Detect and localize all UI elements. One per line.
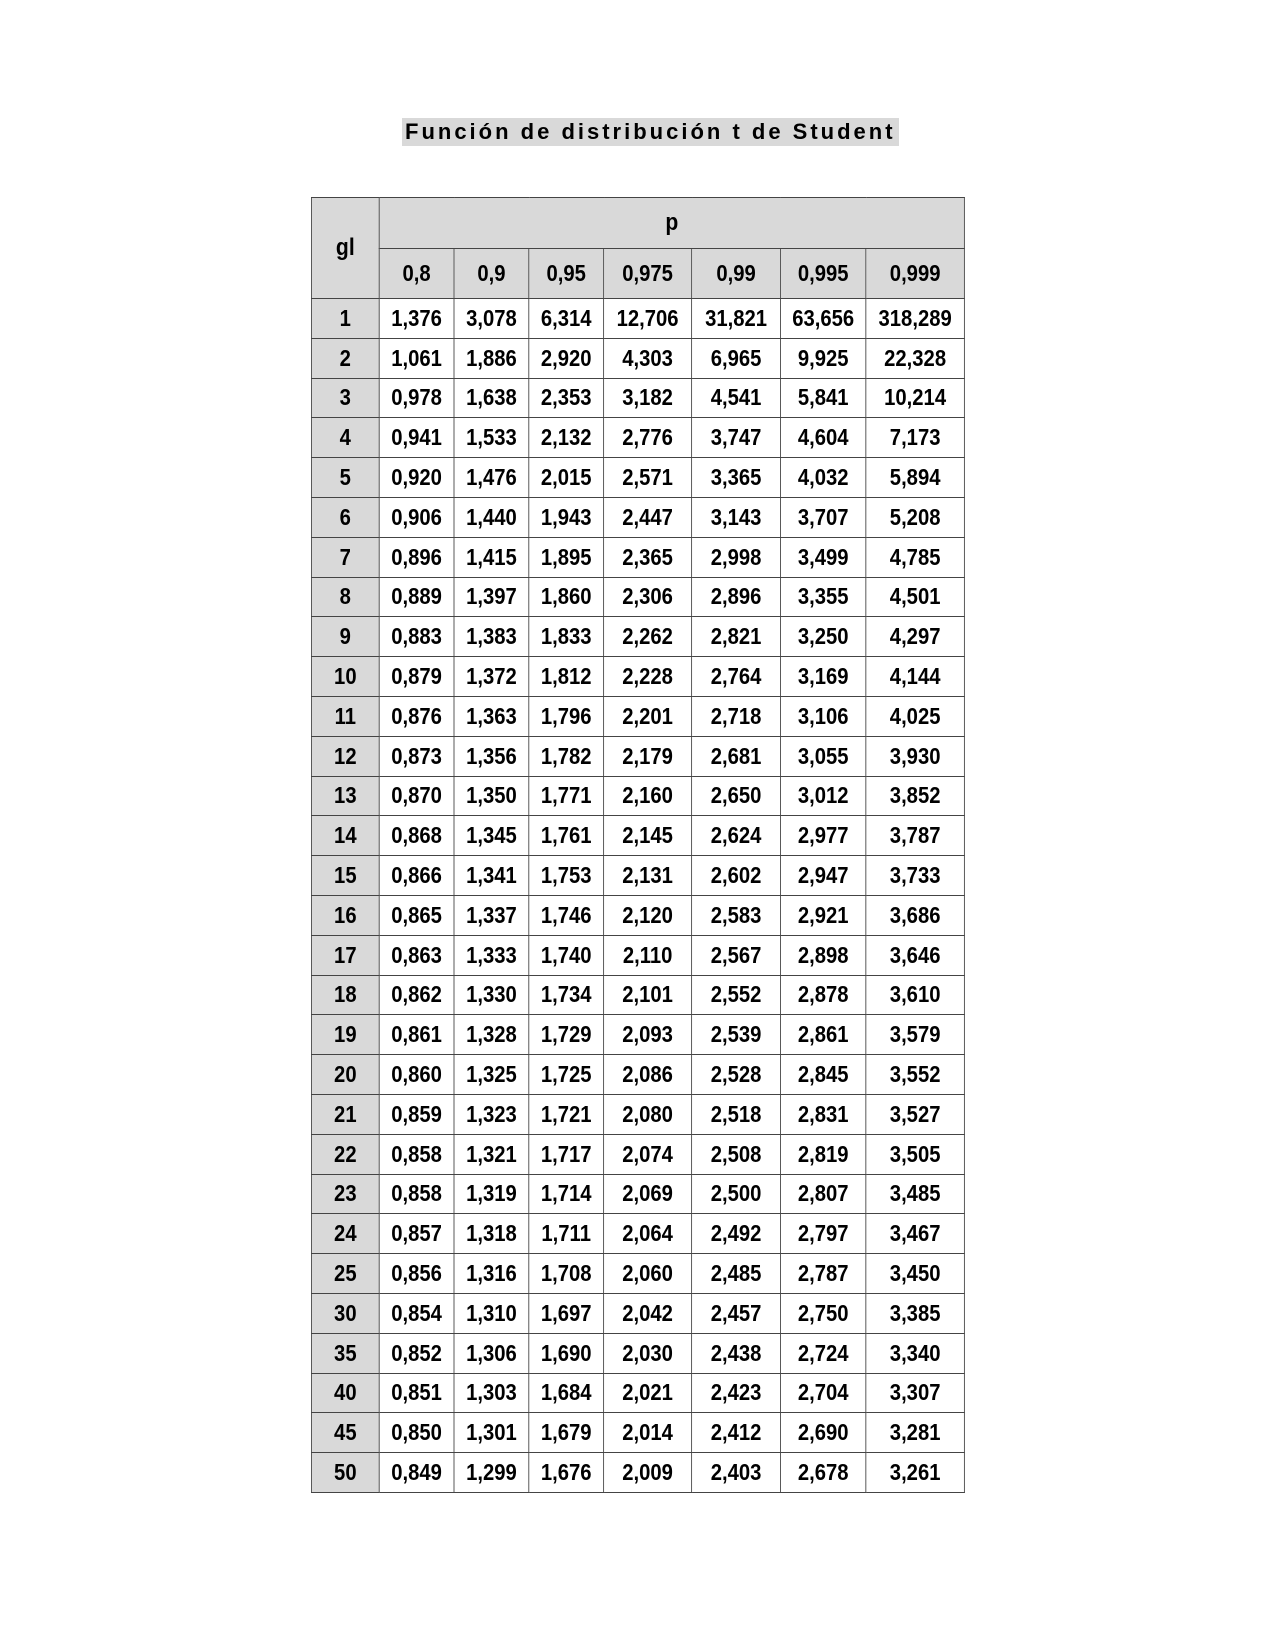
- value-cell: 2,060: [604, 1254, 692, 1294]
- value-cell: 2,704: [780, 1373, 865, 1413]
- value-cell: 2,977: [780, 816, 865, 856]
- value-cell: 2,539: [692, 1015, 781, 1055]
- value-cell: 1,638: [454, 378, 529, 418]
- value-cell: 1,299: [454, 1453, 529, 1493]
- value-cell: 1,746: [529, 895, 604, 935]
- value-cell: 2,179: [604, 736, 692, 776]
- value-cell: 4,144: [866, 657, 965, 697]
- value-cell: 10,214: [866, 378, 965, 418]
- value-cell: 1,321: [454, 1134, 529, 1174]
- value-cell: 0,858: [379, 1174, 454, 1214]
- value-cell: 1,721: [529, 1094, 604, 1134]
- gl-cell: 4: [311, 418, 379, 458]
- value-cell: 2,583: [692, 895, 781, 935]
- value-cell: 3,182: [604, 378, 692, 418]
- value-cell: 1,356: [454, 736, 529, 776]
- gl-cell: 16: [311, 895, 379, 935]
- value-cell: 1,711: [529, 1214, 604, 1254]
- value-cell: 4,297: [866, 617, 965, 657]
- table-row: [311, 935, 964, 975]
- value-cell: 2,086: [604, 1055, 692, 1095]
- value-cell: 31,821: [692, 299, 781, 339]
- value-cell: 3,579: [866, 1015, 965, 1055]
- table-row: [311, 1333, 964, 1373]
- value-cell: 2,485: [692, 1254, 781, 1294]
- value-cell: 3,143: [692, 497, 781, 537]
- value-cell: 1,697: [529, 1293, 604, 1333]
- gl-cell: 9: [311, 617, 379, 657]
- value-cell: 2,508: [692, 1134, 781, 1174]
- value-cell: 1,734: [529, 975, 604, 1015]
- value-cell: 1,372: [454, 657, 529, 697]
- value-cell: 2,014: [604, 1413, 692, 1453]
- gl-header: gl: [311, 198, 379, 299]
- value-cell: 2,878: [780, 975, 865, 1015]
- table-row: [311, 816, 964, 856]
- value-cell: 1,886: [454, 338, 529, 378]
- gl-cell: 15: [311, 856, 379, 896]
- value-cell: 1,319: [454, 1174, 529, 1214]
- value-cell: 1,310: [454, 1293, 529, 1333]
- gl-cell: 23: [311, 1174, 379, 1214]
- value-cell: 1,318: [454, 1214, 529, 1254]
- value-cell: 2,500: [692, 1174, 781, 1214]
- value-cell: 1,061: [379, 338, 454, 378]
- value-cell: 1,812: [529, 657, 604, 697]
- value-cell: 1,740: [529, 935, 604, 975]
- value-cell: 2,423: [692, 1373, 781, 1413]
- value-cell: 2,015: [529, 458, 604, 498]
- value-cell: 3,505: [866, 1134, 965, 1174]
- value-cell: 2,438: [692, 1333, 781, 1373]
- value-cell: 0,858: [379, 1134, 454, 1174]
- table-row: [311, 1453, 964, 1493]
- value-cell: 3,169: [780, 657, 865, 697]
- gl-cell: 3: [311, 378, 379, 418]
- value-cell: 1,325: [454, 1055, 529, 1095]
- gl-cell: 7: [311, 537, 379, 577]
- value-cell: 4,501: [866, 577, 965, 617]
- value-cell: 3,450: [866, 1254, 965, 1294]
- value-cell: 1,860: [529, 577, 604, 617]
- table-row: [311, 418, 964, 458]
- t-distribution-table: [311, 197, 965, 1493]
- table-row: [311, 299, 964, 339]
- value-cell: 2,920: [529, 338, 604, 378]
- value-cell: 2,819: [780, 1134, 865, 1174]
- value-cell: 318,289: [866, 299, 965, 339]
- value-cell: 3,686: [866, 895, 965, 935]
- value-cell: 2,896: [692, 577, 781, 617]
- value-cell: 2,602: [692, 856, 781, 896]
- value-cell: 2,898: [780, 935, 865, 975]
- value-cell: 1,476: [454, 458, 529, 498]
- value-cell: 2,093: [604, 1015, 692, 1055]
- value-cell: 2,145: [604, 816, 692, 856]
- value-cell: 2,921: [780, 895, 865, 935]
- value-cell: 0,852: [379, 1333, 454, 1373]
- table-row: [311, 537, 964, 577]
- value-cell: 3,485: [866, 1174, 965, 1214]
- value-cell: 3,499: [780, 537, 865, 577]
- probability-header-row: [311, 249, 964, 299]
- value-cell: 1,761: [529, 816, 604, 856]
- value-cell: 2,690: [780, 1413, 865, 1453]
- value-cell: 1,383: [454, 617, 529, 657]
- value-cell: 2,412: [692, 1413, 781, 1453]
- value-cell: 1,679: [529, 1413, 604, 1453]
- value-cell: 0,863: [379, 935, 454, 975]
- gl-cell: 35: [311, 1333, 379, 1373]
- value-cell: 2,080: [604, 1094, 692, 1134]
- value-cell: 2,528: [692, 1055, 781, 1095]
- value-cell: 2,567: [692, 935, 781, 975]
- value-cell: 0,889: [379, 577, 454, 617]
- value-cell: 0,920: [379, 458, 454, 498]
- value-cell: 2,650: [692, 776, 781, 816]
- value-cell: 4,604: [780, 418, 865, 458]
- value-cell: 4,541: [692, 378, 781, 418]
- value-cell: 3,365: [692, 458, 781, 498]
- value-cell: 2,571: [604, 458, 692, 498]
- gl-cell: 21: [311, 1094, 379, 1134]
- probability-header: 0,9: [454, 249, 529, 299]
- value-cell: 0,861: [379, 1015, 454, 1055]
- table-row: [311, 696, 964, 736]
- value-cell: 0,862: [379, 975, 454, 1015]
- value-cell: 5,894: [866, 458, 965, 498]
- value-cell: 1,753: [529, 856, 604, 896]
- gl-cell: 40: [311, 1373, 379, 1413]
- value-cell: 2,160: [604, 776, 692, 816]
- table-row: [311, 1015, 964, 1055]
- value-cell: 3,355: [780, 577, 865, 617]
- gl-cell: 10: [311, 657, 379, 697]
- gl-cell: 14: [311, 816, 379, 856]
- gl-cell: 8: [311, 577, 379, 617]
- value-cell: 2,681: [692, 736, 781, 776]
- gl-cell: 11: [311, 696, 379, 736]
- value-cell: 2,403: [692, 1453, 781, 1493]
- value-cell: 7,173: [866, 418, 965, 458]
- value-cell: 2,998: [692, 537, 781, 577]
- value-cell: 2,764: [692, 657, 781, 697]
- value-cell: 0,941: [379, 418, 454, 458]
- value-cell: 1,363: [454, 696, 529, 736]
- page-title: Función de distribución t de Student: [402, 118, 899, 146]
- value-cell: 1,895: [529, 537, 604, 577]
- value-cell: 1,323: [454, 1094, 529, 1134]
- table-row: [311, 497, 964, 537]
- value-cell: 3,307: [866, 1373, 965, 1413]
- value-cell: 2,353: [529, 378, 604, 418]
- value-cell: 2,457: [692, 1293, 781, 1333]
- value-cell: 2,861: [780, 1015, 865, 1055]
- value-cell: 1,717: [529, 1134, 604, 1174]
- gl-cell: 13: [311, 776, 379, 816]
- value-cell: 63,656: [780, 299, 865, 339]
- value-cell: 3,385: [866, 1293, 965, 1333]
- value-cell: 0,868: [379, 816, 454, 856]
- value-cell: 2,718: [692, 696, 781, 736]
- value-cell: 2,678: [780, 1453, 865, 1493]
- value-cell: 3,527: [866, 1094, 965, 1134]
- value-cell: 2,552: [692, 975, 781, 1015]
- value-cell: 2,201: [604, 696, 692, 736]
- value-cell: 1,440: [454, 497, 529, 537]
- value-cell: 2,009: [604, 1453, 692, 1493]
- table-row: [311, 378, 964, 418]
- value-cell: 4,032: [780, 458, 865, 498]
- value-cell: 0,870: [379, 776, 454, 816]
- gl-cell: 1: [311, 299, 379, 339]
- value-cell: 0,860: [379, 1055, 454, 1095]
- value-cell: 6,314: [529, 299, 604, 339]
- value-cell: 3,733: [866, 856, 965, 896]
- table-row: [311, 1174, 964, 1214]
- table-row: [311, 657, 964, 697]
- gl-cell: 20: [311, 1055, 379, 1095]
- value-cell: 6,965: [692, 338, 781, 378]
- value-cell: 2,831: [780, 1094, 865, 1134]
- value-cell: 2,262: [604, 617, 692, 657]
- value-cell: 1,943: [529, 497, 604, 537]
- value-cell: 1,303: [454, 1373, 529, 1413]
- table-row: [311, 856, 964, 896]
- value-cell: 0,978: [379, 378, 454, 418]
- value-cell: 2,042: [604, 1293, 692, 1333]
- table-body: [311, 299, 964, 1493]
- value-cell: 3,852: [866, 776, 965, 816]
- value-cell: 1,533: [454, 418, 529, 458]
- gl-cell: 22: [311, 1134, 379, 1174]
- value-cell: 0,856: [379, 1254, 454, 1294]
- gl-cell: 17: [311, 935, 379, 975]
- value-cell: 3,106: [780, 696, 865, 736]
- table-row: [311, 975, 964, 1015]
- value-cell: 2,132: [529, 418, 604, 458]
- value-cell: 2,064: [604, 1214, 692, 1254]
- value-cell: 1,690: [529, 1333, 604, 1373]
- value-cell: 2,845: [780, 1055, 865, 1095]
- gl-cell: 45: [311, 1413, 379, 1453]
- value-cell: 0,850: [379, 1413, 454, 1453]
- value-cell: 2,624: [692, 816, 781, 856]
- table-row: [311, 338, 964, 378]
- table-row: [311, 458, 964, 498]
- gl-cell: 24: [311, 1214, 379, 1254]
- value-cell: 2,120: [604, 895, 692, 935]
- value-cell: 3,787: [866, 816, 965, 856]
- value-cell: 2,021: [604, 1373, 692, 1413]
- gl-cell: 18: [311, 975, 379, 1015]
- value-cell: 3,055: [780, 736, 865, 776]
- value-cell: 1,796: [529, 696, 604, 736]
- value-cell: 1,782: [529, 736, 604, 776]
- value-cell: 3,930: [866, 736, 965, 776]
- value-cell: 2,947: [780, 856, 865, 896]
- gl-cell: 19: [311, 1015, 379, 1055]
- probability-header: 0,99: [692, 249, 781, 299]
- value-cell: 2,228: [604, 657, 692, 697]
- value-cell: 2,797: [780, 1214, 865, 1254]
- value-cell: 1,833: [529, 617, 604, 657]
- value-cell: 2,821: [692, 617, 781, 657]
- value-cell: 1,333: [454, 935, 529, 975]
- value-cell: 2,101: [604, 975, 692, 1015]
- value-cell: 3,610: [866, 975, 965, 1015]
- table-row: [311, 1293, 964, 1333]
- value-cell: 2,131: [604, 856, 692, 896]
- value-cell: 1,676: [529, 1453, 604, 1493]
- value-cell: 3,340: [866, 1333, 965, 1373]
- value-cell: 0,851: [379, 1373, 454, 1413]
- p-header: p: [379, 198, 964, 249]
- value-cell: 2,306: [604, 577, 692, 617]
- gl-cell: 30: [311, 1293, 379, 1333]
- gl-cell: 6: [311, 497, 379, 537]
- value-cell: 2,776: [604, 418, 692, 458]
- value-cell: 2,365: [604, 537, 692, 577]
- value-cell: 0,849: [379, 1453, 454, 1493]
- value-cell: 0,865: [379, 895, 454, 935]
- value-cell: 0,857: [379, 1214, 454, 1254]
- value-cell: 1,337: [454, 895, 529, 935]
- value-cell: 1,771: [529, 776, 604, 816]
- value-cell: 2,069: [604, 1174, 692, 1214]
- table-row: [311, 1214, 964, 1254]
- value-cell: 5,841: [780, 378, 865, 418]
- value-cell: 3,707: [780, 497, 865, 537]
- probability-header: 0,8: [379, 249, 454, 299]
- value-cell: 2,724: [780, 1333, 865, 1373]
- value-cell: 0,896: [379, 537, 454, 577]
- value-cell: 1,350: [454, 776, 529, 816]
- value-cell: 9,925: [780, 338, 865, 378]
- value-cell: 4,303: [604, 338, 692, 378]
- value-cell: 1,345: [454, 816, 529, 856]
- table-row: [311, 1094, 964, 1134]
- value-cell: 3,646: [866, 935, 965, 975]
- value-cell: 1,725: [529, 1055, 604, 1095]
- probability-header: 0,975: [604, 249, 692, 299]
- value-cell: 1,301: [454, 1413, 529, 1453]
- value-cell: 0,883: [379, 617, 454, 657]
- value-cell: 3,552: [866, 1055, 965, 1095]
- table-row: [311, 776, 964, 816]
- table-row: [311, 895, 964, 935]
- value-cell: 12,706: [604, 299, 692, 339]
- value-cell: 3,747: [692, 418, 781, 458]
- value-cell: 1,341: [454, 856, 529, 896]
- gl-cell: 50: [311, 1453, 379, 1493]
- probability-header: 0,999: [866, 249, 965, 299]
- table-row: [311, 577, 964, 617]
- value-cell: 1,397: [454, 577, 529, 617]
- value-cell: 1,729: [529, 1015, 604, 1055]
- table-row: [311, 617, 964, 657]
- value-cell: 3,467: [866, 1214, 965, 1254]
- table-row: [311, 1373, 964, 1413]
- gl-cell: 12: [311, 736, 379, 776]
- value-cell: 2,447: [604, 497, 692, 537]
- value-cell: 1,330: [454, 975, 529, 1015]
- table-row: [311, 1055, 964, 1095]
- value-cell: 3,261: [866, 1453, 965, 1493]
- table-row: [311, 1254, 964, 1294]
- value-cell: 22,328: [866, 338, 965, 378]
- value-cell: 2,807: [780, 1174, 865, 1214]
- value-cell: 2,750: [780, 1293, 865, 1333]
- value-cell: 1,376: [379, 299, 454, 339]
- table-row: [311, 736, 964, 776]
- value-cell: 2,518: [692, 1094, 781, 1134]
- value-cell: 1,708: [529, 1254, 604, 1294]
- value-cell: 0,866: [379, 856, 454, 896]
- value-cell: 0,879: [379, 657, 454, 697]
- value-cell: 5,208: [866, 497, 965, 537]
- value-cell: 1,328: [454, 1015, 529, 1055]
- value-cell: 2,787: [780, 1254, 865, 1294]
- value-cell: 1,415: [454, 537, 529, 577]
- gl-cell: 5: [311, 458, 379, 498]
- value-cell: 3,078: [454, 299, 529, 339]
- gl-cell: 25: [311, 1254, 379, 1294]
- value-cell: 3,250: [780, 617, 865, 657]
- value-cell: 2,074: [604, 1134, 692, 1174]
- value-cell: 0,876: [379, 696, 454, 736]
- value-cell: 4,785: [866, 537, 965, 577]
- value-cell: 1,316: [454, 1254, 529, 1294]
- value-cell: 2,110: [604, 935, 692, 975]
- value-cell: 0,854: [379, 1293, 454, 1333]
- value-cell: 0,906: [379, 497, 454, 537]
- value-cell: 3,281: [866, 1413, 965, 1453]
- value-cell: 3,012: [780, 776, 865, 816]
- value-cell: 1,306: [454, 1333, 529, 1373]
- value-cell: 2,492: [692, 1214, 781, 1254]
- value-cell: 2,030: [604, 1333, 692, 1373]
- value-cell: 1,714: [529, 1174, 604, 1214]
- gl-cell: 2: [311, 338, 379, 378]
- table-row: [311, 1413, 964, 1453]
- probability-header: 0,995: [780, 249, 865, 299]
- probability-header: 0,95: [529, 249, 604, 299]
- value-cell: 0,873: [379, 736, 454, 776]
- value-cell: 1,684: [529, 1373, 604, 1413]
- table-row: [311, 1134, 964, 1174]
- value-cell: 4,025: [866, 696, 965, 736]
- value-cell: 0,859: [379, 1094, 454, 1134]
